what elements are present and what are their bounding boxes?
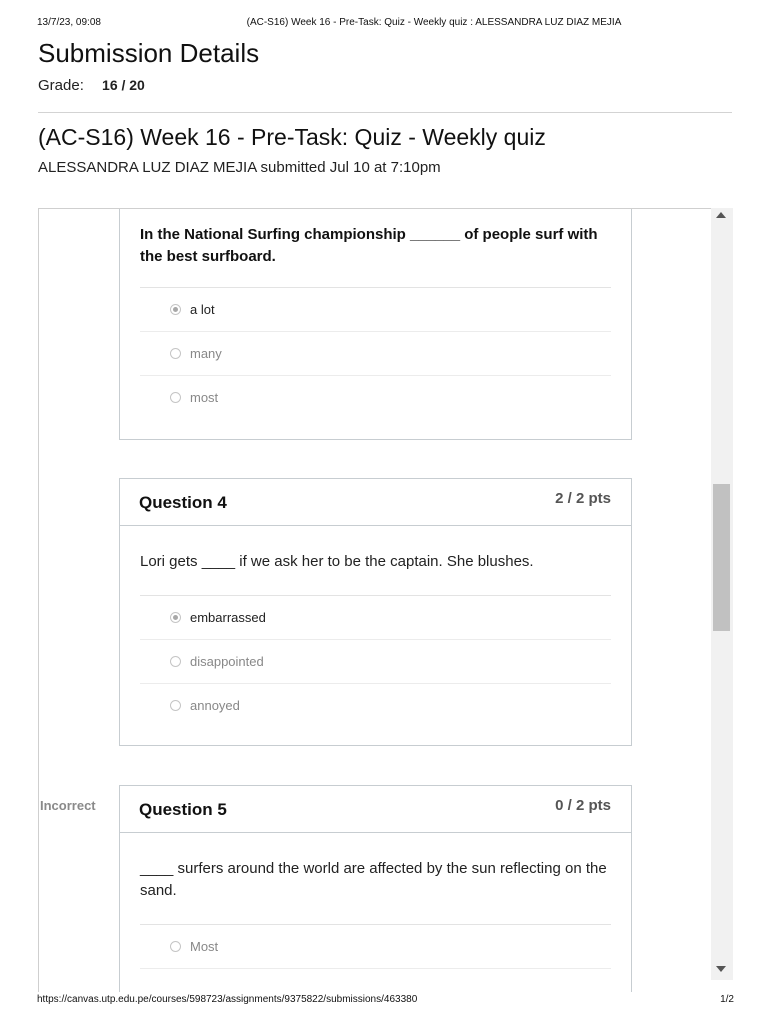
answer-option[interactable] — [140, 332, 611, 376]
question-text: ____ surfers around the world are affected by the sun reflecting on the sand. — [140, 860, 607, 899]
answer-list — [140, 924, 611, 992]
answer-option[interactable] — [140, 684, 611, 728]
print-header — [0, 17, 768, 31]
question-title: Question 5 — [139, 800, 227, 819]
answer-option[interactable] — [140, 376, 611, 420]
radio-icon — [170, 700, 181, 711]
print-date: 13/7/23, 09:08 — [37, 17, 101, 28]
question-points: 0 / 2 pts — [555, 797, 611, 814]
radio-icon — [170, 392, 181, 403]
answer-label: many — [190, 346, 222, 361]
answer-list — [140, 287, 611, 420]
incorrect-badge: Incorrect — [40, 798, 96, 813]
grade-row — [38, 77, 145, 94]
answer-list — [140, 595, 611, 728]
quiz-title: (AC-S16) Week 16 - Pre-Task: Quiz - Weekly quiz — [38, 124, 546, 150]
submitted-line: ALESSANDRA LUZ DIAZ MEJIA submitted Jul 10 at 7:10pm — [38, 159, 441, 176]
answer-option[interactable] — [140, 288, 611, 332]
answer-label: a lot — [190, 302, 215, 317]
page-url: https://canvas.utp.edu.pe/courses/598723/assignments/9375822/submissions/463380 — [37, 994, 418, 1005]
divider — [38, 112, 732, 113]
question-points: 2 / 2 pts — [555, 490, 611, 507]
radio-icon — [170, 348, 181, 359]
scroll-up-icon[interactable] — [716, 212, 726, 218]
scroll-thumb[interactable] — [713, 484, 730, 631]
grade-value: 16 / 20 — [102, 77, 145, 93]
answer-label: annoyed — [190, 698, 240, 713]
answer-label: embarrassed — [190, 610, 266, 625]
radio-icon — [170, 656, 181, 667]
question-header — [120, 479, 631, 526]
page-count: 1/2 — [720, 994, 734, 1005]
grade-label: Grade: — [38, 77, 84, 94]
question-3 — [119, 208, 632, 440]
submission-frame[interactable] — [38, 208, 733, 992]
radio-selected-icon — [170, 304, 181, 315]
scroll-down-icon[interactable] — [716, 966, 726, 972]
answer-option[interactable] — [140, 596, 611, 640]
question-5 — [119, 785, 632, 992]
radio-selected-icon — [170, 612, 181, 623]
answer-option[interactable] — [140, 969, 611, 992]
answer-label: most — [190, 390, 219, 405]
question-4 — [119, 478, 632, 746]
question-header — [120, 786, 631, 833]
print-title: (AC-S16) Week 16 - Pre-Task: Quiz - Weekly quiz : ALESSANDRA LUZ DIAZ MEJIA — [246, 17, 622, 28]
page-title: Submission Details — [38, 38, 260, 68]
question-text: Lori gets ____ if we ask her to be the captain. She blushes. — [140, 553, 534, 570]
question-text: In the National Surfing championship ______ of people surf with the best surfboard. — [140, 226, 598, 265]
answer-option[interactable] — [140, 640, 611, 684]
frame-scrollbar[interactable] — [711, 208, 733, 980]
answer-option[interactable] — [140, 925, 611, 969]
radio-icon — [170, 941, 181, 952]
answer-label: Most — [190, 939, 219, 954]
question-title: Question 4 — [139, 493, 227, 512]
answer-label: disappointed — [190, 654, 264, 669]
